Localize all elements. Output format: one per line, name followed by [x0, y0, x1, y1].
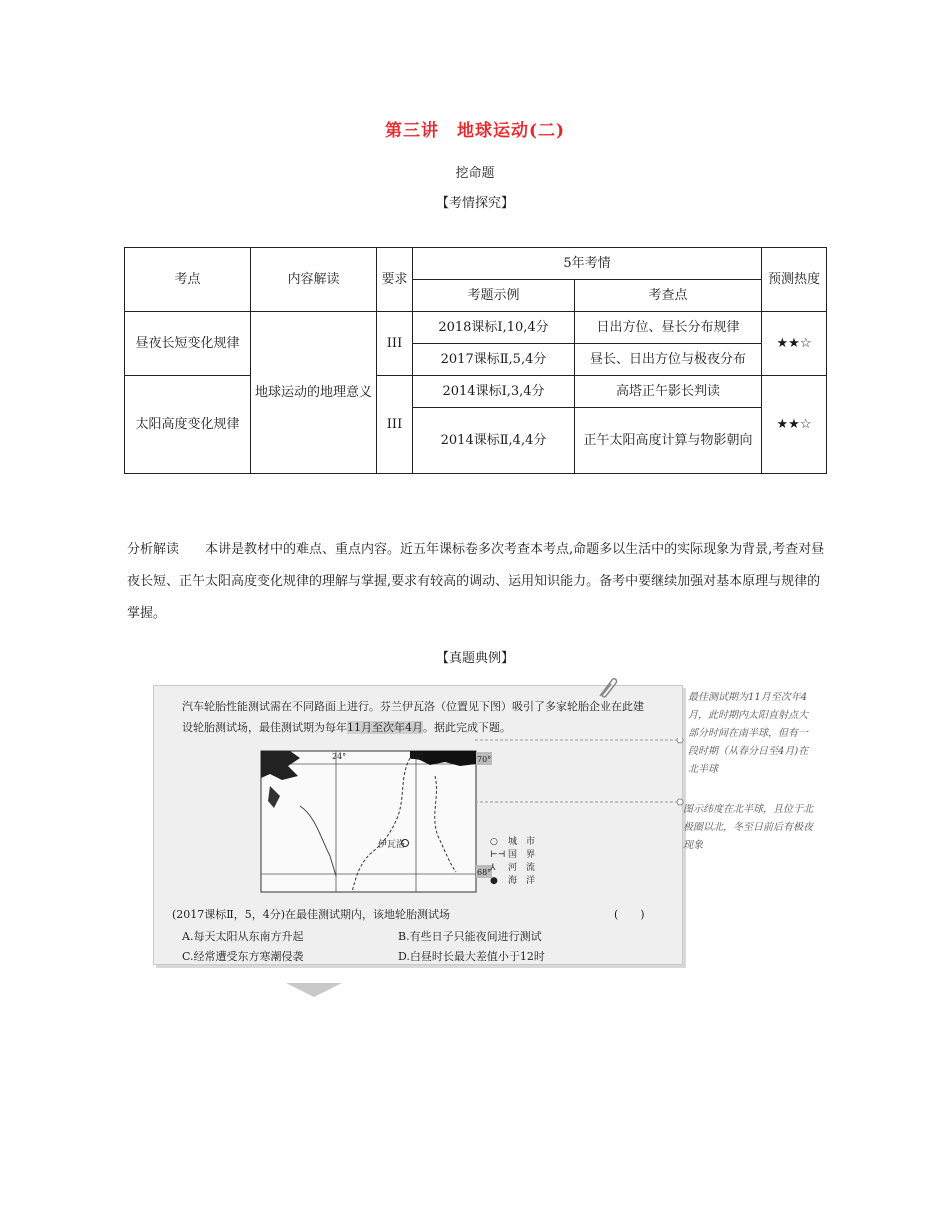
- legend-river: ⅄ 河 流: [490, 863, 536, 873]
- annotation-note-1: 最佳测试期为11月至次年4月，此时期内太阳直射点大部分时间在南半球，但有一段时期（从春分日至4月)在北半球: [688, 692, 809, 775]
- row2-shili-2: 2014课标Ⅱ,4,4分: [413, 408, 575, 474]
- answer-paren: ( ): [614, 908, 645, 921]
- row1-shili-1: 2018课标Ⅰ,10,4分: [413, 312, 575, 344]
- row1-shili-2: 2017课标Ⅱ,5,4分: [413, 344, 575, 376]
- row2-shili-1: 2014课标Ⅰ,3,4分: [413, 376, 575, 408]
- row2-kaodian: 太阳高度变化规律: [125, 376, 251, 474]
- option-b: B.有些日子只能夜间进行测试: [398, 930, 542, 943]
- lon-label-24: 24°: [332, 752, 347, 761]
- option-c: C.经常遭受东方寒潮侵袭: [182, 950, 304, 963]
- down-arrow-icon: [286, 983, 342, 997]
- section-heading-example: 【真题典例】: [435, 651, 514, 666]
- merged-neirong: 地球运动的地理意义: [251, 312, 377, 474]
- lon-label-28: 28°: [410, 752, 425, 761]
- analysis-text: 本讲是教材中的难点、重点内容。近五年课标卷多次考查本考点,命题多以生活中的实际现象为背景,考查对昼夜长短、正午太阳高度变化规律的理解与掌握,要求有较高的调动、运用知识能力。备考中要继续加强对基本原理与规律的掌握。: [127, 542, 825, 621]
- example-card: [153, 685, 683, 965]
- row1-kaochadian-2: 昼长、日出方位与极夜分布: [575, 344, 762, 376]
- header-redu: 预测热度: [762, 248, 827, 312]
- row2-kaochadian-2: 正午太阳高度计算与物影朝向: [575, 408, 762, 474]
- row1-redu: ★★☆: [762, 312, 827, 376]
- section-heading-exam-analysis: 【考情探究】: [435, 196, 514, 211]
- row2-yaoqiu: III: [377, 376, 413, 474]
- exam-analysis-table: [124, 247, 827, 474]
- row1-kaodian: 昼夜长短变化规律: [125, 312, 251, 376]
- row2-kaochadian-1: 高塔正午影长判读: [575, 376, 762, 408]
- legend-sea: ● 海 洋: [490, 876, 536, 886]
- header-wunian: 5年考情: [413, 248, 762, 280]
- header-neirong: 内容解读: [251, 248, 377, 312]
- row1-yaoqiu: III: [377, 312, 413, 376]
- header-kaochadian: 考查点: [575, 280, 762, 312]
- question-stem: (2017课标Ⅱ，5，4分)在最佳测试期内，该地轮胎测试场: [172, 908, 451, 921]
- map-legend: [490, 836, 535, 888]
- header-shili: 考题示例: [413, 280, 575, 312]
- paperclip-icon: [596, 676, 618, 700]
- row2-redu: ★★☆: [762, 376, 827, 474]
- legend-city: ○ 城 市: [490, 837, 536, 847]
- analysis-paragraph: [127, 534, 827, 630]
- row1-kaochadian-1: 日出方位、昼长分布规律: [575, 312, 762, 344]
- header-kaodian: 考点: [125, 248, 251, 312]
- analysis-label: 分析解读: [127, 542, 180, 557]
- annotation-connectors: [475, 738, 685, 808]
- finland-map: [260, 746, 492, 896]
- option-d: D.白昼时长最大差值小于12时: [398, 950, 545, 963]
- annotation-note-2: 图示纬度在北半球，且位于北极圈以北，冬至日前后有极夜现象: [683, 804, 813, 851]
- option-a: A.每天太阳从东南方升起: [182, 930, 304, 943]
- header-yaoqiu: 要求: [377, 248, 413, 312]
- lat-label-70: 70°: [477, 755, 492, 764]
- example-intro: 汽车轮胎性能测试需在不同路面上进行。芬兰伊瓦洛（位置见下图）吸引了多家轮胎企业在此建设轮胎测试场，最佳测试期为每年11月至次年4月。据此完成下题。: [182, 700, 644, 734]
- lat-label-68: 68°: [477, 868, 492, 877]
- page-title: 第三讲 地球运动(二): [384, 121, 566, 141]
- subtitle: 挖命题: [455, 166, 495, 181]
- city-label-ivalo: 伊瓦洛: [378, 840, 406, 850]
- legend-border: ⊢⊣ 国 界: [490, 850, 536, 860]
- highlight-test-period: 11月至次年4月: [347, 721, 423, 734]
